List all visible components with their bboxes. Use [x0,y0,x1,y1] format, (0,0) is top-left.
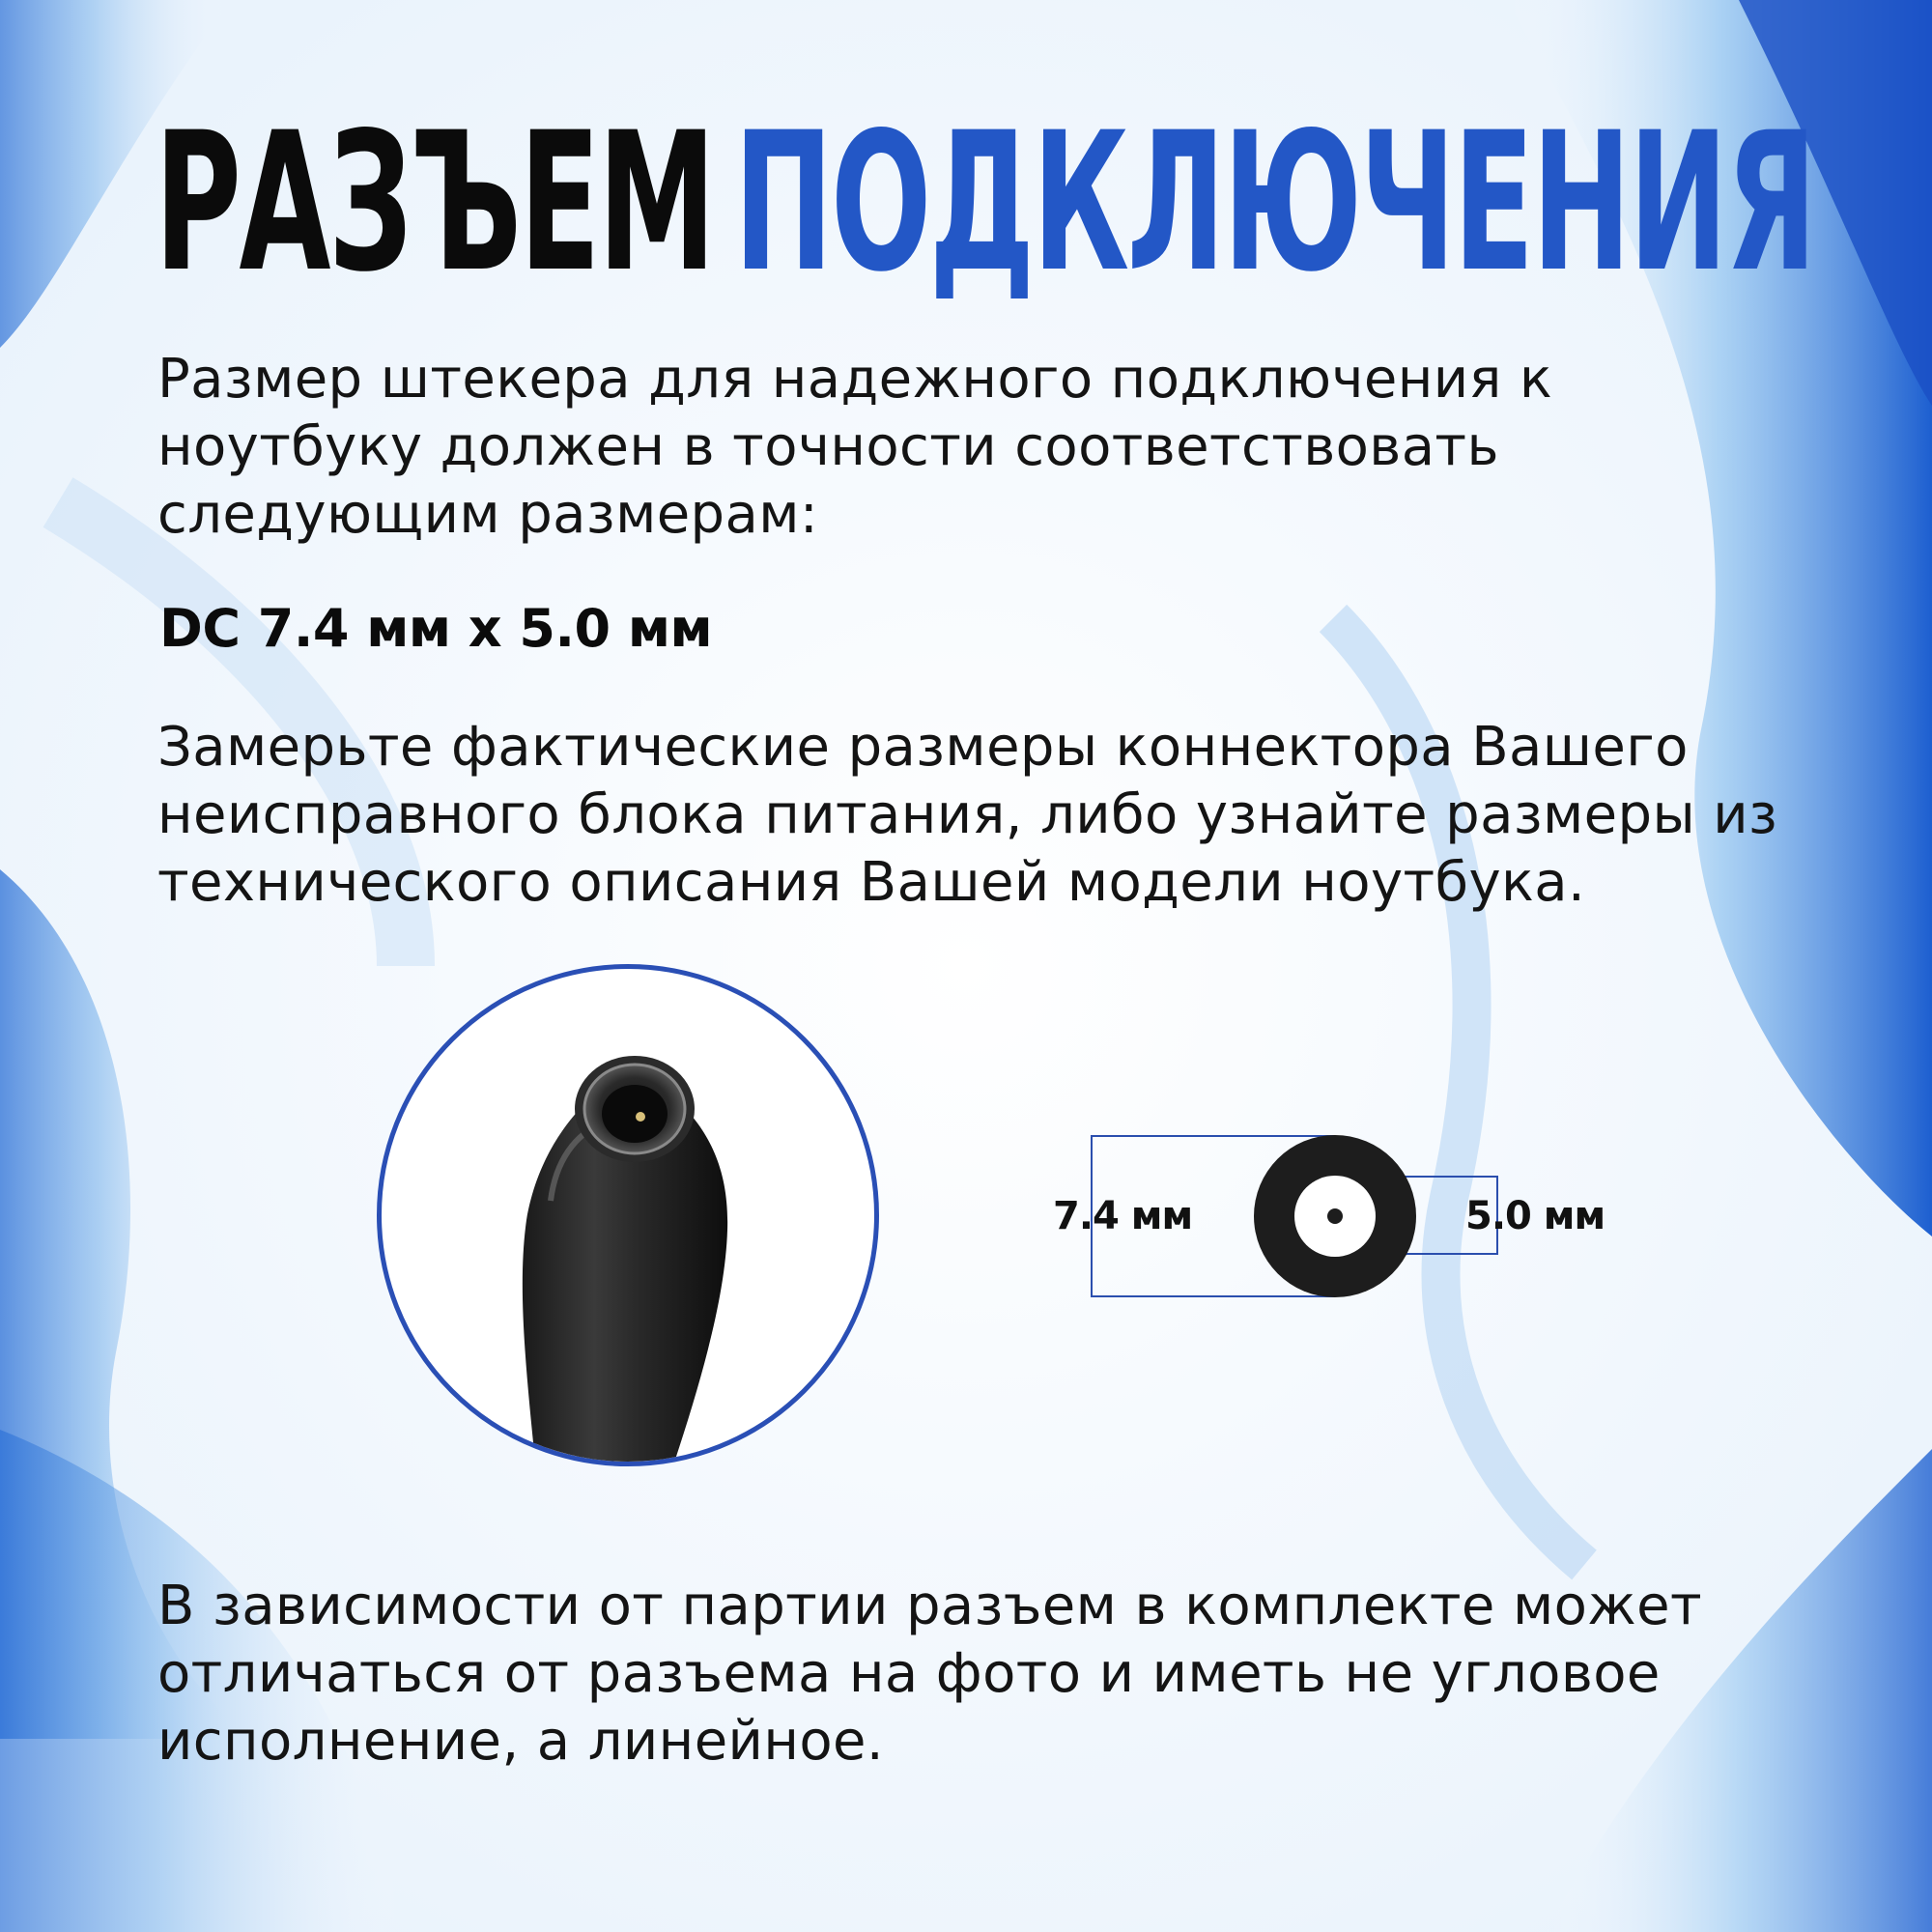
measure-paragraph: Замерьте фактические размеры коннектора Вашего неисправного блока питания, либо узнайте размеры из технического описания Вашей модели ноутбука. [157,716,1778,914]
outer-diameter-label: 7.4 мм [1053,1194,1193,1238]
center-pin [1327,1208,1343,1224]
title-part-2: ПОДКЛЮЧЕНИЯ [733,91,1815,314]
connector-photo [377,964,879,1466]
connector-spec: DC 7.4 мм x 5.0 мм [159,598,713,659]
intro-paragraph: Размер штекера для надежного подключения к ноутбуку должен в точности соответствовать следующим размерам: [157,348,1553,546]
note-paragraph: В зависимости от партии разъем в комплекте может отличаться от разъема на фото и иметь не угловое исполнение, а линейное. [157,1575,1703,1773]
title-part-1: РАЗЪЕМ [155,91,714,314]
inner-diameter-label: 5.0 мм [1465,1194,1605,1238]
connector-plug-image [382,969,879,1466]
page-title [155,91,1815,314]
